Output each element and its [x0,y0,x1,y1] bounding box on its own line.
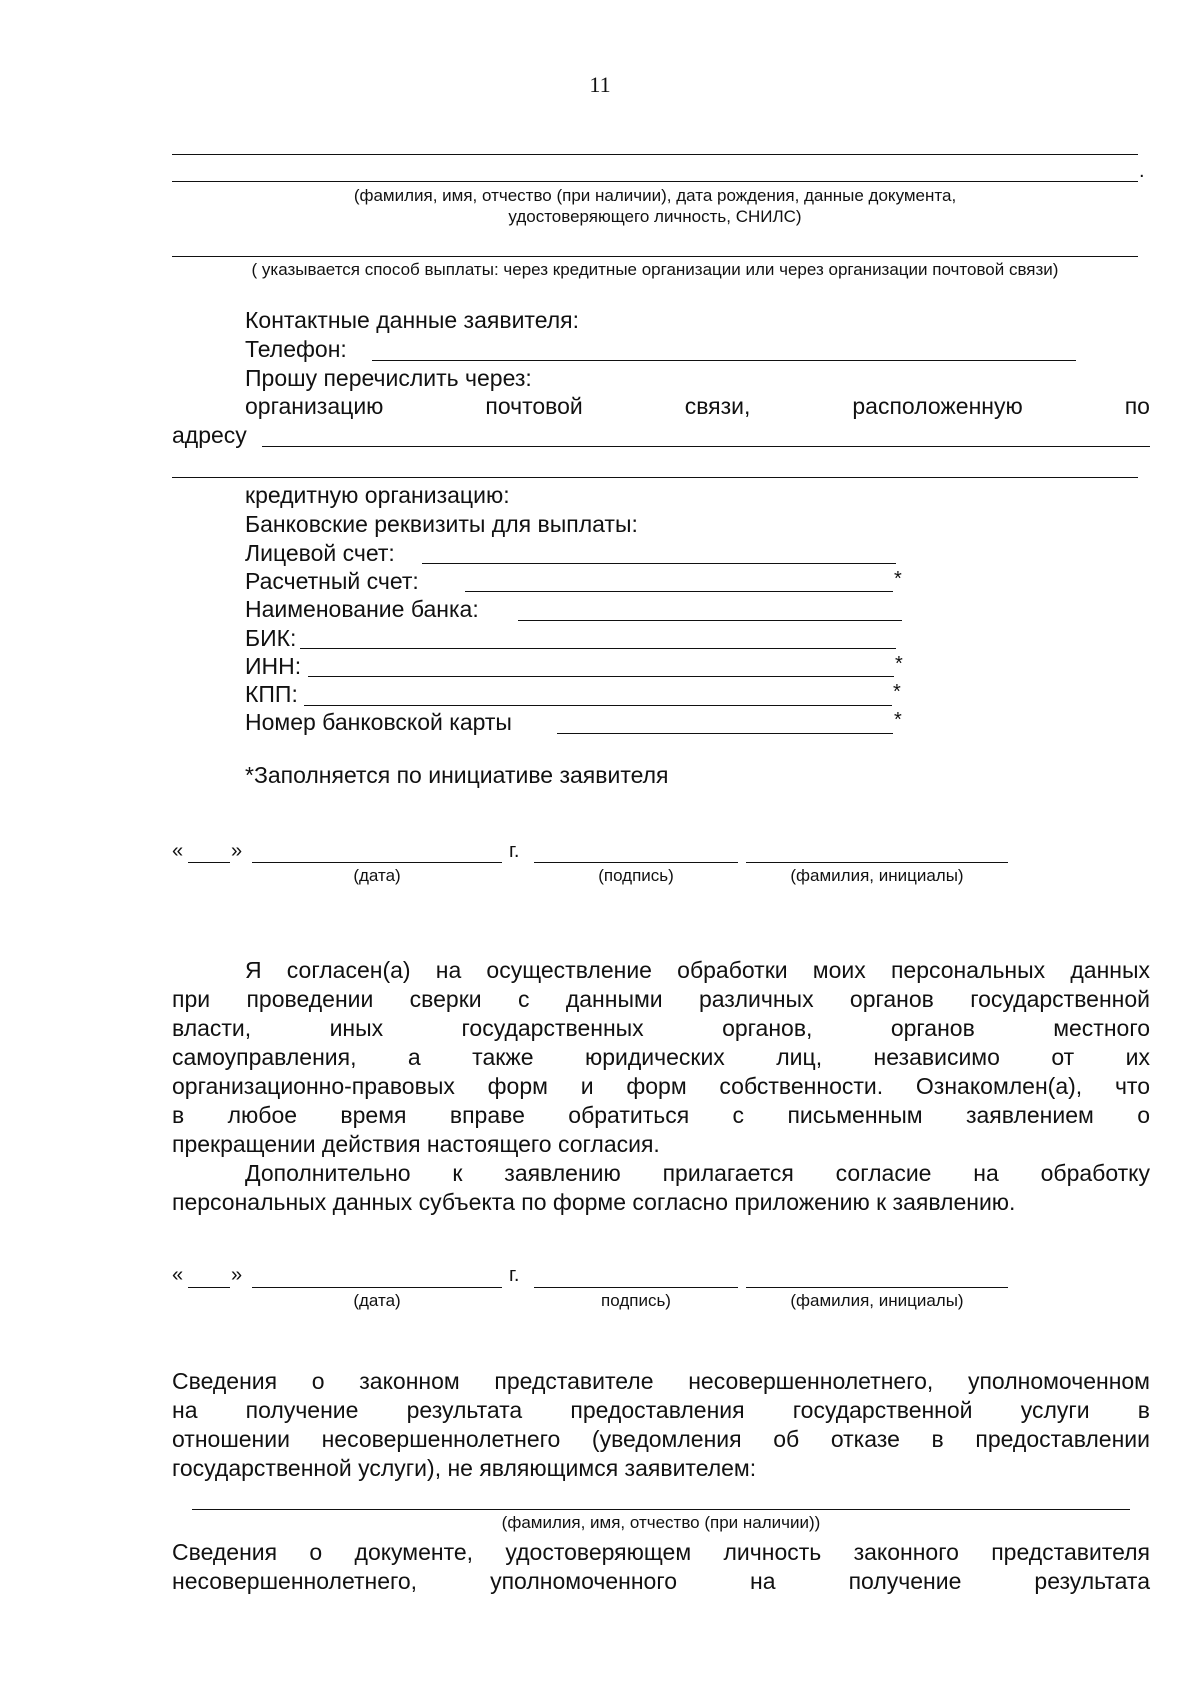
personal-account-field[interactable] [422,563,896,564]
day-field[interactable] [188,1287,230,1288]
date-field[interactable] [252,862,502,863]
date-field[interactable] [252,1287,502,1288]
bank-details-heading: Банковские реквизиты для выплаты: [245,511,638,537]
date-caption: (дата) [353,1291,401,1310]
personal-account-label: Лицевой счет: [245,540,395,566]
year-suffix: г. [509,1264,520,1286]
consent-line: в любое время вправе обратиться с письменным заявлением о [172,1102,1150,1128]
required-star: * [893,681,901,703]
bank-card-label: Номер банковской карты [245,709,512,735]
postal-word: связи, [684,393,751,419]
applicant-caption-line1: (фамилия, имя, отчество (при наличии), дата рождения, данные документа, [353,186,957,205]
consent-line: Я согласен(а) на осуществление обработки моих персональных данных [245,957,1150,983]
phone-field[interactable] [372,360,1076,361]
applicant-line-2[interactable] [172,181,1138,182]
required-star: * [894,709,902,731]
page-number: 11 [589,72,611,97]
phone-label: Телефон: [245,336,347,362]
bik-label: БИК: [245,625,297,651]
kpp-label: КПП: [245,681,298,707]
consent-line: власти, иных государственных органов, органов местного [172,1015,1150,1041]
representative-name-caption: (фамилия, имя, отчество (при наличии)) [501,1513,821,1532]
signature-field[interactable] [534,1287,738,1288]
payment-method-line[interactable] [172,256,1138,257]
full-name-field[interactable] [746,862,1008,863]
attachment-line: Дополнительно к заявлению прилагается согласие на обработку [245,1160,1150,1186]
attachment-line-last: персональных данных субъекта по форме согласно приложению к заявлению. [172,1189,1016,1215]
kpp-field[interactable] [304,705,892,706]
address-field-line-2[interactable] [172,477,1138,478]
name-caption: (фамилия, инициалы) [790,866,964,885]
initiative-footnote: *Заполняется по инициативе заявителя [245,762,669,788]
payment-method-caption: ( указывается способ выплаты: через кредитные организации или через организации почтовой связи) [251,260,1059,279]
postal-word: организацию [245,393,384,419]
settlement-account-field[interactable] [465,591,893,592]
representative-line-last: государственной услуги), не являющимся заявителем: [172,1455,757,1481]
quote-open: « [172,840,184,862]
name-caption: (фамилия, инициалы) [790,1291,964,1310]
consent-line: самоуправления, а также юридических лиц, независимо от их [172,1044,1150,1070]
inn-label: ИНН: [245,653,302,679]
address-label: адресу [172,422,247,448]
bank-name-field[interactable] [518,620,902,621]
representative-line: на получение результата предоставления государственной услуги в [172,1397,1150,1423]
quote-open: « [172,1264,184,1286]
required-star: * [894,568,902,590]
year-suffix: г. [509,840,520,862]
credit-org-label: кредитную организацию: [245,482,510,508]
transfer-label: Прошу перечислить через: [245,365,532,391]
representative-line: Сведения о законном представителе несовершеннолетнего, уполномоченном [172,1368,1150,1394]
signature-field[interactable] [534,862,738,863]
date-caption: (дата) [353,866,401,885]
full-name-field[interactable] [746,1287,1008,1288]
applicant-line-1[interactable] [172,154,1138,155]
consent-line-last: прекращении действия настоящего согласия. [172,1131,660,1157]
day-field[interactable] [188,862,230,863]
address-field-line-1[interactable] [262,446,1150,447]
postal-word: по [1124,393,1150,419]
trailing-dot: . [1139,160,1145,182]
consent-line: при проведении сверки с данными различных органов государственной [172,986,1150,1012]
applicant-caption-line2: удостоверяющего личность, СНИЛС) [508,207,802,226]
bank-name-label: Наименование банка: [245,596,479,622]
bank-card-field[interactable] [557,733,893,734]
bik-field[interactable] [300,648,896,649]
representative-doc-line: Сведения о документе, удостоверяющем личность законного представителя [172,1539,1150,1565]
required-star: * [895,653,903,675]
postal-word: расположенную [852,393,1023,419]
settlement-account-label: Расчетный счет: [245,568,419,594]
signature-caption: (подпись) [598,866,674,885]
representative-name-field[interactable] [192,1509,1130,1510]
inn-field[interactable] [308,676,894,677]
postal-word: почтовой [485,393,583,419]
consent-line: организационно-правовых форм и форм собственности. Ознакомлен(а), что [172,1073,1150,1099]
representative-doc-line: несовершеннолетнего, уполномоченного на получение результата [172,1568,1150,1594]
contacts-heading: Контактные данные заявителя: [245,307,579,333]
postal-line [245,392,1150,421]
signature-caption: подпись) [601,1291,671,1310]
quote-close: » [231,840,243,862]
quote-close: » [231,1264,243,1286]
representative-line: отношении несовершеннолетнего (уведомления об отказе в предоставлении [172,1426,1150,1452]
